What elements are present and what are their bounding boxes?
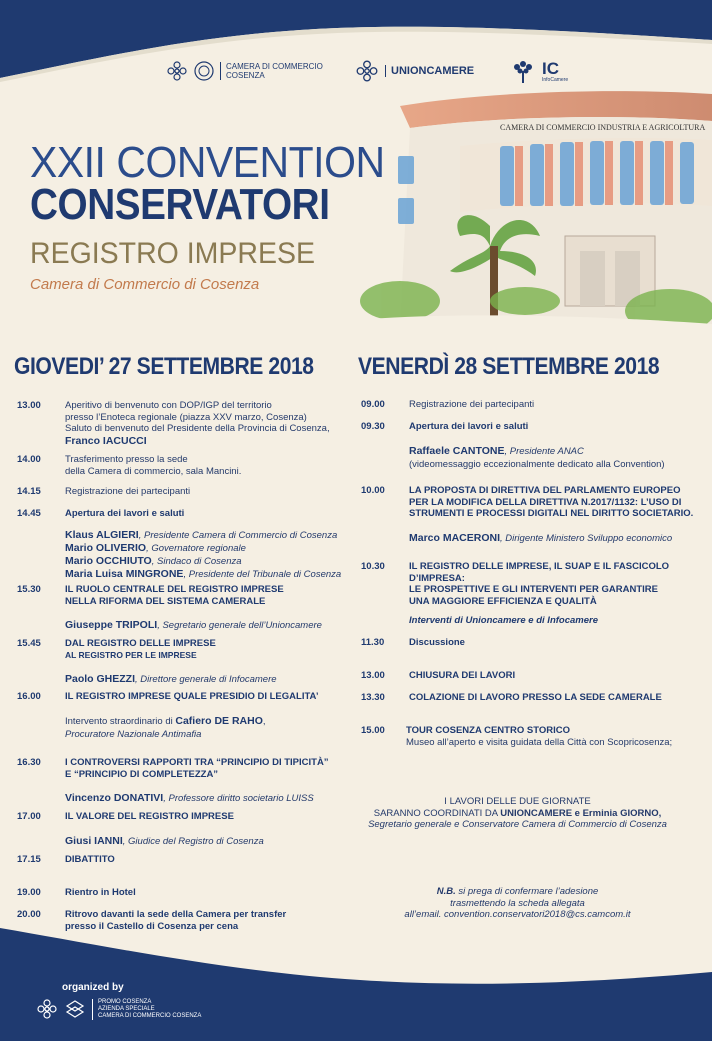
speaker-role: , Giudice del Registro di Cosenza xyxy=(122,835,264,847)
speaker-role: , Professore diritto societario LUISS xyxy=(163,793,314,804)
speaker-name: Franco IACUCCI xyxy=(65,434,147,447)
item-line: AL REGISTRO PER LE IMPRESE xyxy=(65,649,197,660)
footer-line2: AZIENDA SPECIALE xyxy=(98,1005,155,1012)
d1-time: 16.30 xyxy=(17,757,41,768)
speaker-name: Cafiero DE RAHO xyxy=(175,714,263,727)
d1-time: 20.00 xyxy=(17,909,41,920)
coordination-block xyxy=(340,796,695,831)
title-line3: REGISTRO IMPRESE xyxy=(30,237,316,270)
d1-time: 14.15 xyxy=(17,486,41,497)
tree-logo-icon xyxy=(508,56,538,86)
flower-logo-icon xyxy=(355,59,379,83)
item-comma: , xyxy=(262,715,266,727)
speaker-role: , Dirigente Ministero Sviluppo economico xyxy=(500,532,673,544)
footer-line3: CAMERA DI COMMERCIO COSENZA xyxy=(98,1012,202,1019)
logo1-line2: COSENZA xyxy=(226,71,265,80)
d1-time: 17.00 xyxy=(17,811,41,822)
item-line: Apertura dei lavori e saluti xyxy=(409,421,529,432)
item-line: presso l’Enoteca regionale (piazza XXV marzo, Cosenza) xyxy=(65,411,307,423)
speaker-name: Mario OCCHIUTO xyxy=(65,554,152,567)
speaker-name: Paolo GHEZZI xyxy=(65,673,136,685)
nb-line1: si prega di confermare l’adesione xyxy=(455,886,599,897)
speaker-name: Marco MACERONI xyxy=(409,531,501,544)
item-line: Intervento straordinario di xyxy=(65,715,176,727)
item-line: UNA MAGGIORE EFFICIENZA E QUALITÀ xyxy=(409,595,597,607)
item-line: STRUMENTI E PROCESSI DIGITALI NEL DIRITTO SOCIETARIO. xyxy=(409,508,694,519)
item-line: TOUR COSENZA CENTRO STORICO xyxy=(406,725,570,736)
d1-time: 17.15 xyxy=(17,854,41,865)
coord-line1: I LAVORI DELLE DUE GIORNATE xyxy=(444,796,591,807)
d2-item-1000 xyxy=(409,485,693,546)
speaker-role: , Presidente Camera di Commercio di Cosenza xyxy=(138,529,338,541)
bottom-wave xyxy=(0,910,712,1041)
building-sign: CAMERA DI COMMERCIO INDUSTRIA E AGRICOLTURA xyxy=(500,123,706,132)
d1-item-1630 xyxy=(65,757,329,806)
speaker-role: , Segretario generale dell’Unioncamere xyxy=(157,620,322,631)
item-line: DAL REGISTRO DELLE IMPRESE xyxy=(65,638,216,649)
d1-item-1700 xyxy=(65,811,264,849)
d1-item-1400 xyxy=(65,454,241,477)
d1-item-1300 xyxy=(65,400,330,447)
d2-time: 13.00 xyxy=(361,670,385,681)
item-line: IL REGISTRO IMPRESE QUALE PRESIDIO DI LEGALITA’ xyxy=(65,691,319,702)
item-line: Trasferimento presso la sede xyxy=(65,454,188,465)
d2-item-1130: Discussione xyxy=(409,637,465,648)
d2-item-1300: CHIUSURA DEI LAVORI xyxy=(409,670,516,681)
logo1-line1: CAMERA DI COMMERCIO xyxy=(226,62,323,71)
speaker-name: Giuseppe TRIPOLI xyxy=(65,619,158,631)
d1-item-1900: Rientro in Hotel xyxy=(65,887,136,898)
flower-logo-icon xyxy=(36,998,58,1020)
nb-label: N.B. xyxy=(436,886,456,897)
d1-time: 14.00 xyxy=(17,454,41,465)
seal-logo-icon xyxy=(194,61,214,81)
logo-camera-commercio xyxy=(166,60,323,82)
speaker-name: Giusi IANNI xyxy=(65,834,123,847)
speaker-name: Klaus ALGIERI xyxy=(65,528,139,541)
item-line: IL VALORE DEL REGISTRO IMPRESE xyxy=(65,811,234,822)
item-line: IL RUOLO CENTRALE DEL REGISTRO IMPRESE xyxy=(65,584,284,595)
d2-item-1030 xyxy=(409,561,712,627)
organized-by: organized by xyxy=(62,982,124,993)
d1-item-1530 xyxy=(65,584,322,633)
d1-time: 19.00 xyxy=(17,887,41,898)
speaker-role: , Governatore regionale xyxy=(146,542,246,554)
logo2-text: UNIONCAMERE xyxy=(385,65,474,77)
item-line: Museo all’aperto e visita guidata della Città con Scopricosenza; xyxy=(406,736,673,748)
title-line4: Camera di Commercio di Cosenza xyxy=(30,276,260,293)
item-line: della Camera di commercio, sala Mancini. xyxy=(65,465,242,477)
speaker-name: Maria Luisa MINGRONE xyxy=(65,567,184,580)
speaker-name: Mario OLIVERIO xyxy=(65,541,147,554)
flower-logo-icon xyxy=(166,60,188,82)
d2-time: 10.00 xyxy=(361,485,385,496)
d1-time: 14.45 xyxy=(17,508,41,519)
title-line2: CONSERVATORI xyxy=(30,180,330,229)
item-line: Apertura dei lavori e saluti xyxy=(65,508,185,519)
item-line: IL REGISTRO DELLE IMPRESE, IL SUAP E IL FASCICOLO D’IMPRESA: xyxy=(409,561,670,584)
speaker-name: Vincenzo DONATIVI xyxy=(65,792,164,804)
d1-item-1445 xyxy=(65,508,341,580)
item-line: Ritrovo davanti la sede della Camera per transfer xyxy=(65,909,287,920)
d2-time: 11.30 xyxy=(361,637,385,648)
nb-email[interactable]: all’email. convention.conservatori2018@cs.camcom.it xyxy=(404,909,631,920)
d1-item-1715: DIBATTITO xyxy=(65,854,115,865)
item-line: LA PROPOSTA DI DIRETTIVA DEL PARLAMENTO EUROPEO xyxy=(409,485,681,496)
item-line: I CONTROVERSI RAPPORTI TRA “PRINCIPIO DI TIPICITÀ” xyxy=(65,757,329,768)
d1-time: 16.00 xyxy=(17,691,41,702)
speaker-role: , Sindaco di Cosenza xyxy=(151,555,242,567)
d2-time: 13.30 xyxy=(361,692,385,703)
day1-heading: GIOVEDI’ 27 SETTEMBRE 2018 xyxy=(14,353,314,380)
coord-line2b: UNIONCAMERE e Erminia GIORNO, xyxy=(500,807,662,819)
item-line: LE PROSPETTIVE E GLI INTERVENTI PER GARANTIRE xyxy=(409,584,658,595)
d2-item-1330: COLAZIONE DI LAVORO PRESSO LA SEDE CAMERALE xyxy=(409,692,662,703)
d1-time: 13.00 xyxy=(17,400,41,411)
d1-item-1415: Registrazione dei partecipanti xyxy=(65,486,191,497)
item-line: E “PRINCIPIO DI COMPLETEZZA” xyxy=(65,768,219,780)
logo-infocamere xyxy=(508,56,568,86)
title-line1: XXII CONVENTION xyxy=(30,138,385,187)
building-illustration xyxy=(340,86,712,336)
speaker-role: , Presidente ANAC xyxy=(504,445,584,457)
logo3-text: IC xyxy=(542,58,559,78)
day2-heading: VENERDÌ 28 SETTEMBRE 2018 xyxy=(358,353,660,380)
item-line: PER LA MODIFICA DELLA DIRETTIVA N.2017/1132: L’USO DI xyxy=(409,496,682,508)
d1-time: 15.45 xyxy=(17,638,41,649)
footer-line1: PROMO COSENZA xyxy=(98,998,152,1005)
d2-time: 09.30 xyxy=(361,421,385,432)
speaker-name: Raffaele CANTONE xyxy=(409,444,505,457)
d1-item-1600 xyxy=(65,691,319,740)
coord-line2a: SARANNO COORDINATI DA xyxy=(373,807,501,819)
promo-logo-icon xyxy=(64,998,86,1020)
nb-line2: trasmettendo la scheda allegata xyxy=(450,897,585,909)
d1-time: 15.30 xyxy=(17,584,41,595)
d2-item-0930 xyxy=(409,421,665,470)
logo-unioncamere xyxy=(355,59,474,83)
coord-line3: Segretario generale e Conservatore Camera di Commercio di Cosenza xyxy=(368,819,667,830)
d2-time: 10.30 xyxy=(361,561,385,572)
item-line: Aperitivo di benvenuto con DOP/IGP del territorio xyxy=(65,400,272,411)
footer-logo xyxy=(36,998,201,1020)
d1-item-1545 xyxy=(65,638,277,687)
d2-item-0900: Registrazione dei partecipanti xyxy=(409,399,535,410)
d2-time: 15.00 xyxy=(361,725,385,736)
item-line: presso il Castello di Cosenza per cena xyxy=(65,920,239,932)
logo3-sub: InfoCamere xyxy=(542,76,569,83)
item-line: Saluto di benvenuto del Presidente della Provincia di Cosenza, xyxy=(65,423,330,434)
d2-time: 09.00 xyxy=(361,399,385,410)
item-note: Interventi di Unioncamere e di Infocamere xyxy=(409,615,598,626)
item-line: (videomessaggio eccezionalmente dedicato alla Convention) xyxy=(409,458,665,470)
speaker-role: , Direttore generale di Infocamere xyxy=(135,674,277,685)
speaker-role: Procuratore Nazionale Antimafia xyxy=(65,728,202,740)
d2-item-1500 xyxy=(406,725,672,748)
speaker-role: , Presidente del Tribunale di Cosenza xyxy=(183,568,342,580)
item-line: NELLA RIFORMA DEL SISTEMA CAMERALE xyxy=(65,595,266,607)
